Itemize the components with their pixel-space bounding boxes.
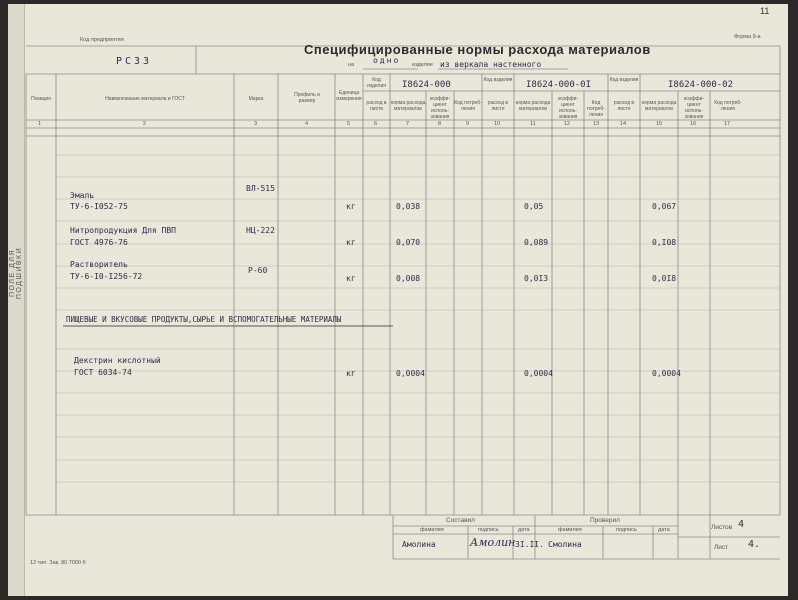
col-header-need-1: Код потреб-ления: [454, 100, 482, 112]
compiled-date: 3I.II.: [515, 540, 544, 549]
col-number: 5: [347, 121, 351, 127]
col-header-usage-1: расход в листе: [366, 100, 387, 112]
material-gost: ГОСТ 6034-74: [74, 368, 132, 377]
col-number: 9: [466, 121, 470, 127]
col-header-coef-3: коэффи-циент исполь-зования: [683, 96, 705, 120]
rate-value: 0,0004: [396, 369, 425, 378]
product-code-3: I8624-000-02: [668, 80, 734, 90]
rate-value: 0,0I3: [524, 274, 549, 283]
col-number: 7: [406, 121, 410, 127]
signature-label: подпись: [616, 527, 637, 533]
table-grid: [8, 4, 788, 596]
material-name: Нитропродукция Для ПВП: [70, 226, 176, 235]
product-code-1: I8624-000: [402, 80, 451, 90]
surname-label: фамилия: [558, 527, 582, 533]
col-number: 3: [254, 121, 258, 127]
item-value: из веркала настенного: [440, 60, 542, 69]
col-number: 1: [38, 121, 42, 127]
product-code-2: I8624-000-0I: [526, 80, 592, 90]
col-number: 14: [620, 121, 627, 127]
col-number: 11: [530, 121, 536, 127]
col-header-pos: Позиция: [31, 96, 51, 102]
form-label: Форма 9-а: [734, 34, 761, 40]
rate-value: 0,05: [524, 202, 544, 211]
col-header-mark: Марка: [248, 96, 264, 102]
col-number: 2: [143, 121, 147, 127]
enterprise-code: РСЗЗ: [116, 56, 153, 67]
document-title: Специфицированные нормы расхода материалов: [304, 42, 651, 57]
col-number: 13: [593, 121, 600, 127]
compiled-label: Составил: [446, 517, 475, 524]
material-mark: ВЛ-515: [246, 184, 275, 193]
sheets-label: Листов: [711, 524, 733, 531]
sheets-value: 4: [738, 519, 745, 530]
rate-value: 0,067: [652, 202, 677, 211]
material-unit: кг: [346, 369, 356, 378]
compiled-signature: Амолин: [470, 536, 516, 549]
col-header-name: Наименование материала и ГОСТ: [105, 96, 185, 102]
rate-value: 0,0004: [652, 369, 681, 378]
document-sheet: [8, 4, 788, 596]
binding-margin-label: ПОЛЕ ДЛЯ ПОДШИВКИ: [9, 246, 23, 300]
col-header-code-2: Код изделия: [483, 77, 513, 83]
rate-value: 0,I08: [652, 238, 677, 247]
date-label: дата: [658, 527, 670, 533]
material-mark: НЦ-222: [246, 226, 275, 235]
sheet-label: Лист: [714, 544, 729, 551]
rate-value: 0,0004: [524, 369, 553, 378]
material-name: Растворитель: [70, 260, 128, 269]
material-gost: ГОСТ 4976-76: [70, 238, 128, 247]
col-number: 17: [724, 121, 731, 127]
col-number: 12: [564, 121, 571, 127]
rate-value: 0,089: [524, 238, 549, 247]
material-unit: кг: [346, 274, 356, 283]
material-name: Декстрин кислотный: [74, 356, 161, 365]
col-number: 15: [656, 121, 663, 127]
section-heading: ПИЩЕВЫЕ И ВКУСОВЫЕ ПРОДУКТЫ,СЫРЬЕ И ВСПОМОГАТЕЛЬНЫЕ МАТЕРИАЛЫ: [66, 315, 342, 324]
col-header-unit: Единица измерения: [336, 90, 362, 102]
page-mark: 11: [760, 6, 770, 16]
rate-value: 0,038: [396, 202, 421, 211]
col-header-need-2: Код потреб-ления: [587, 100, 605, 118]
sheet-value: 4.: [748, 539, 761, 550]
print-info: 12 тип. Зак. 80 7000 б: [30, 560, 86, 566]
material-unit: кг: [346, 202, 356, 211]
quantity-value: одно: [373, 56, 401, 65]
col-header-need-3: Код потреб-ления: [714, 100, 742, 112]
checked-label: Проверил: [590, 517, 620, 524]
material-name: Эмаль: [70, 191, 95, 200]
signature-label: подпись: [478, 527, 499, 533]
col-header-usage-3: расход в листе: [613, 100, 635, 112]
col-number: 16: [690, 121, 697, 127]
col-header-coef-1: коэффи-циент исполь-зования: [429, 96, 451, 120]
col-number: 6: [374, 121, 378, 127]
surname-label: фамилия: [420, 527, 444, 533]
col-header-coef-2: коэффи-циент исполь-зования: [557, 96, 579, 120]
checked-surname: Смолина: [548, 540, 582, 549]
date-label: дата: [518, 527, 530, 533]
material-unit: кг: [346, 238, 356, 247]
col-number: 8: [438, 121, 442, 127]
material-gost: ТУ-6-I052-75: [70, 202, 128, 211]
rate-value: 0,0I8: [652, 274, 677, 283]
quantity-prefix: на: [348, 62, 355, 68]
col-header-usage-2: расход в листе: [487, 100, 509, 112]
enterprise-code-label: Код предприятия: [80, 37, 124, 43]
material-gost: ТУ-6-I0-I256-72: [70, 272, 143, 281]
col-header-rate-1: норма расхода материалов: [390, 100, 426, 112]
item-prefix: изделие: [412, 62, 433, 68]
col-header-code-1: Код изделия: [367, 77, 386, 89]
rate-value: 0,070: [396, 238, 421, 247]
material-mark: Р-60: [248, 266, 268, 275]
col-number: 4: [305, 121, 309, 127]
col-header-rate-3: норма расхода материалов: [641, 100, 677, 112]
col-header-rate-2: норма расхода материалов: [515, 100, 551, 112]
rate-value: 0,008: [396, 274, 421, 283]
compiled-surname: Амолина: [402, 540, 436, 549]
col-header-code-3: Код изделия: [609, 77, 639, 83]
col-number: 10: [494, 121, 501, 127]
col-header-profile: Профиль и размер: [294, 92, 320, 104]
